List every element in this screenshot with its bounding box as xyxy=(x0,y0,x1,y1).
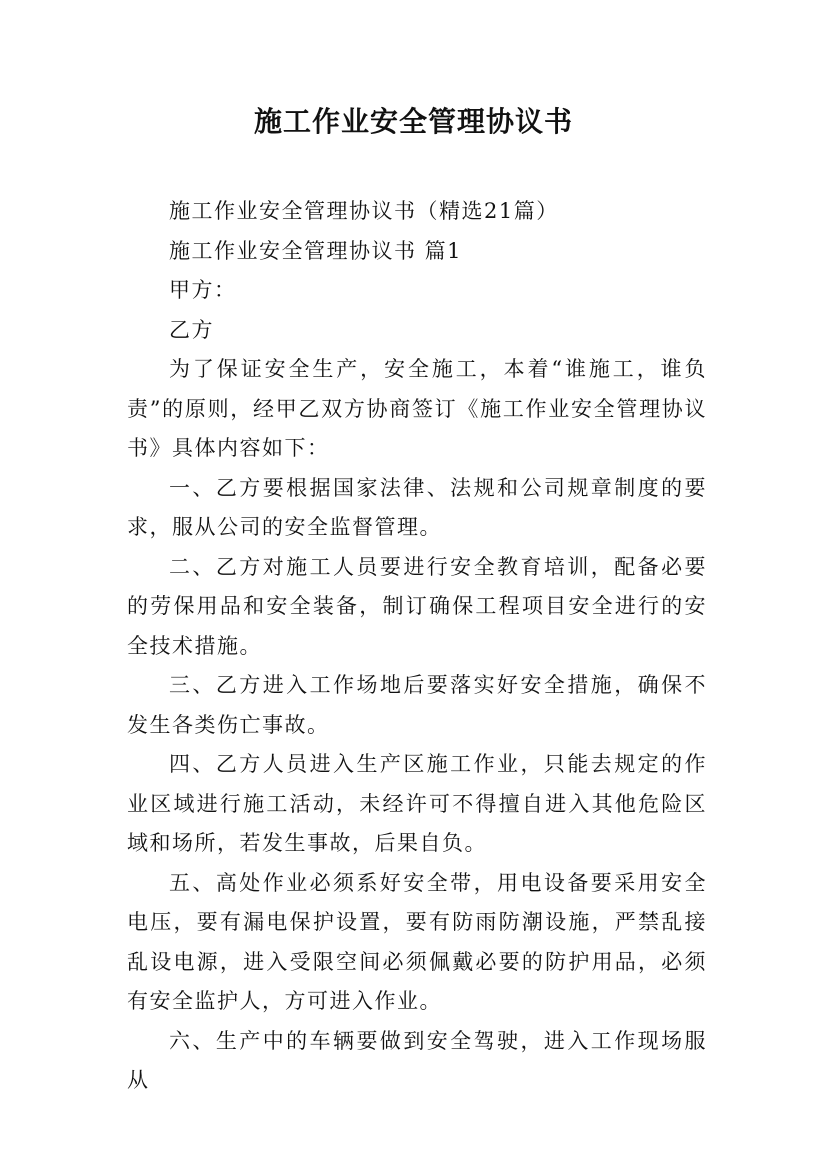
paragraph-subtitle: 施工作业安全管理协议书（精选21篇） xyxy=(169,199,559,223)
paragraph-party-a: 甲方： xyxy=(169,278,237,302)
paragraph-clause-2: 二、乙方对施工人员要进行安全教育培训，配备必要的劳保用品和安全装备，制订确保工程项目安全进行的安全技术措施。 xyxy=(127,554,707,658)
paragraph-preamble: 为了保证安全生产，安全施工，本着“谁施工，谁负责”的原则，经甲乙双方协商签订《施工作业安全管理协议书》具体内容如下： xyxy=(127,357,707,460)
paragraph-clause-6: 六、生产中的车辆要做到安全驾驶，进入工作现场服从 xyxy=(127,1028,707,1092)
paragraph-clause-3: 三、乙方进入工作场地后要落实好安全措施，确保不发生各类伤亡事故。 xyxy=(127,673,707,737)
paragraph-clause-4: 四、乙方人员进入生产区施工作业，只能去规定的作业区域进行施工活动，未经许可不得擅自进入其他危险区域和场所，若发生事故，后果自负。 xyxy=(127,752,707,855)
paragraph-clause-1: 一、乙方要根据国家法律、法规和公司规章制度的要求，服从公司的安全监督管理。 xyxy=(127,475,707,539)
paragraph-section-heading: 施工作业安全管理协议书 篇1 xyxy=(169,238,463,263)
paragraph-party-b: 乙方 xyxy=(169,317,214,342)
paragraph-clause-5: 五、高处作业必须系好安全带，用电设备要采用安全电压，要有漏电保护设置，要有防雨防潮设施，严禁乱接乱设电源，进入受限空间必须佩戴必要的防护用品，必须有安全监护人，方可进入作业。 xyxy=(127,870,707,1013)
document-body xyxy=(127,192,707,1101)
document-title: 施工作业安全管理协议书 xyxy=(253,105,573,138)
